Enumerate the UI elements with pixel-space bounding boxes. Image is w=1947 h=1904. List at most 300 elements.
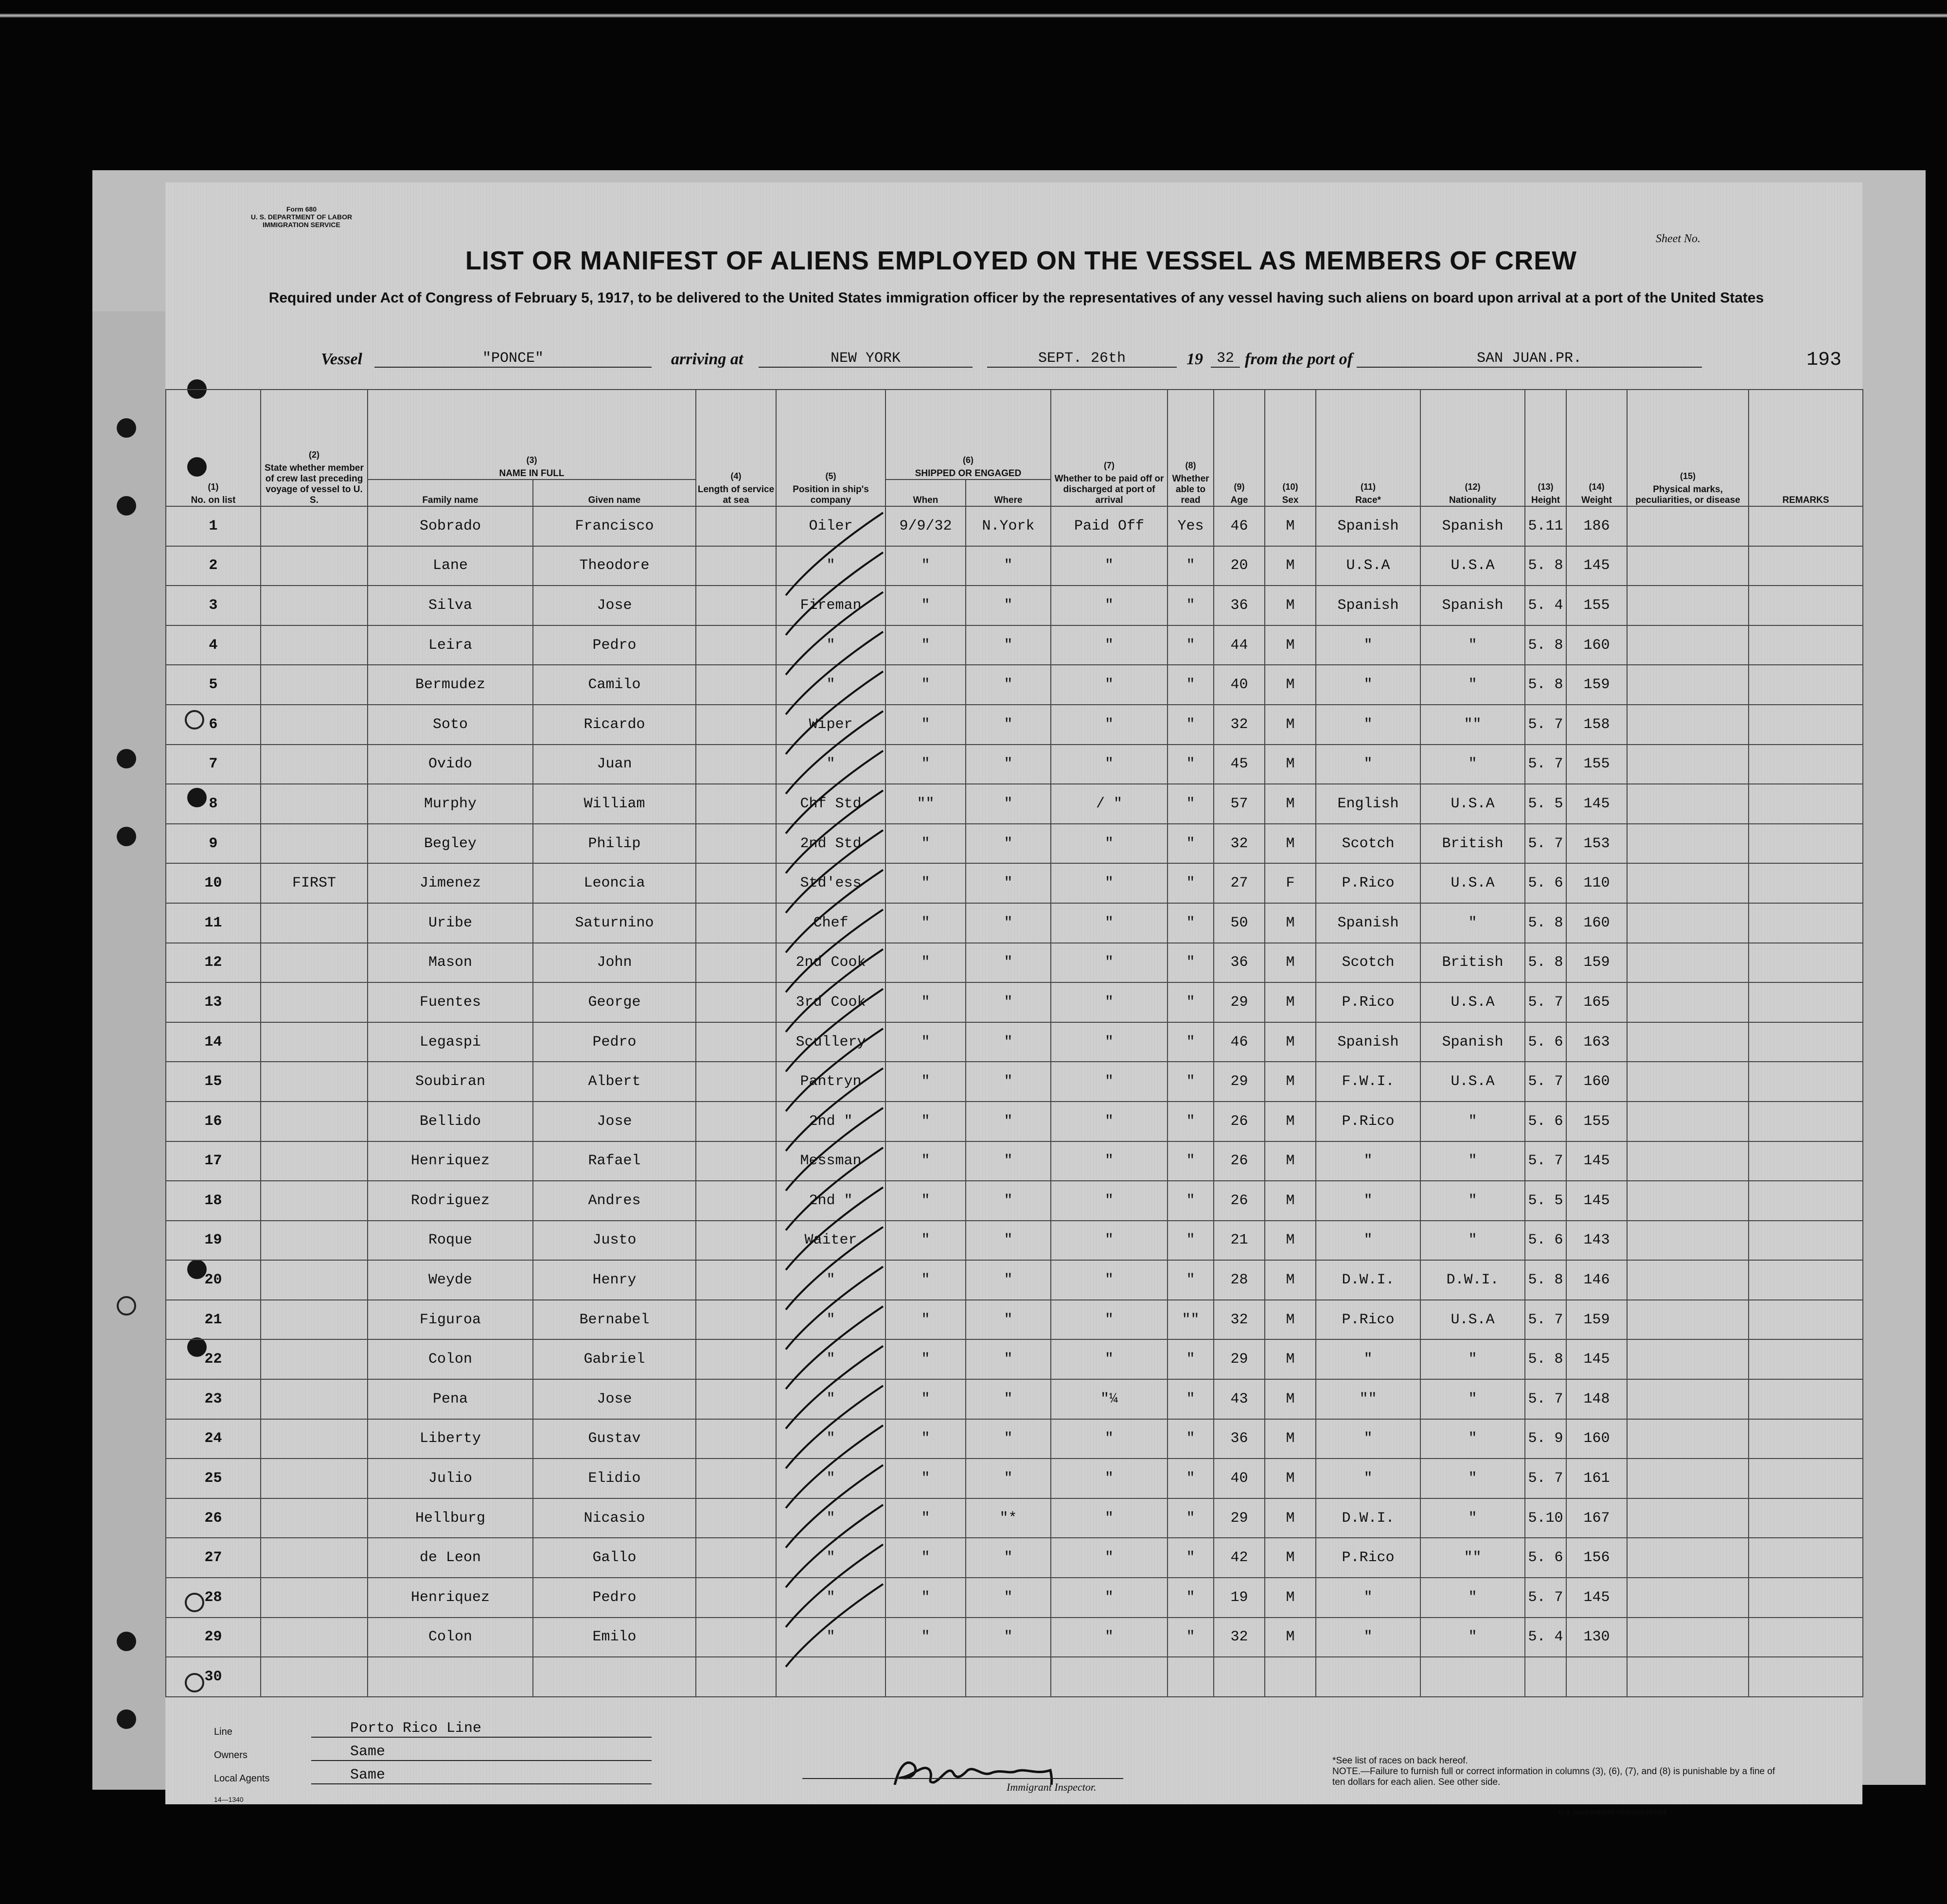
col-header-paid-off: (7) Whether to be paid off or discharged at port of arrival bbox=[1051, 390, 1168, 506]
shipped-where-cell: " bbox=[966, 1379, 1051, 1419]
printing-office: U. S. GOVERNMENT PRINTING OFFICE bbox=[1558, 1809, 1667, 1816]
shipped-where-cell: " bbox=[966, 1062, 1051, 1102]
race-cell: P.Rico bbox=[1316, 863, 1420, 903]
position-cell: 3rd Cook bbox=[776, 982, 885, 1022]
vessel-name: "PONCE" bbox=[374, 350, 652, 368]
nationality-cell: "" bbox=[1420, 1538, 1525, 1578]
weight-cell: 145 bbox=[1566, 1578, 1627, 1618]
footer-owners-row bbox=[214, 1743, 613, 1762]
age-cell: 45 bbox=[1214, 745, 1265, 784]
family-name-cell: Julio bbox=[368, 1459, 533, 1498]
given-name-cell: Francisco bbox=[533, 506, 696, 546]
height-cell: 5. 7 bbox=[1525, 1459, 1566, 1498]
weight-cell: 155 bbox=[1566, 586, 1627, 625]
given-name-cell: Juan bbox=[533, 745, 696, 784]
agents-value: Same bbox=[311, 1767, 652, 1784]
height-cell: 5.11 bbox=[1525, 506, 1566, 546]
given-name-cell: Rafael bbox=[533, 1141, 696, 1181]
position-cell: 2nd Cook bbox=[776, 943, 885, 983]
family-name-cell: Figuroa bbox=[368, 1300, 533, 1340]
position-cell: Wiper bbox=[776, 705, 885, 745]
race-cell: " bbox=[1316, 1339, 1420, 1379]
able-to-read-cell: " bbox=[1168, 1618, 1214, 1657]
able-to-read-cell: " bbox=[1168, 1459, 1214, 1498]
height-cell: 5. 9 bbox=[1525, 1419, 1566, 1459]
table-row bbox=[166, 784, 1863, 824]
weight-cell: 145 bbox=[1566, 1339, 1627, 1379]
height-cell: 5. 8 bbox=[1525, 1260, 1566, 1300]
length-of-service-cell bbox=[696, 1618, 776, 1657]
age-cell: 32 bbox=[1214, 705, 1265, 745]
race-cell bbox=[1316, 1657, 1420, 1697]
height-cell: 5. 6 bbox=[1525, 1221, 1566, 1261]
shipped-where-cell: "* bbox=[966, 1498, 1051, 1538]
race-cell: " bbox=[1316, 705, 1420, 745]
row-number: 30 bbox=[166, 1657, 261, 1697]
col-header-position: (5) Position in ship's company bbox=[776, 390, 885, 506]
remarks-cell bbox=[1749, 1339, 1863, 1379]
prev-voyage-cell bbox=[261, 546, 368, 586]
col-header-shipped: (6) SHIPPED OR ENGAGED bbox=[885, 390, 1051, 480]
position-cell: Messman bbox=[776, 1141, 885, 1181]
paid-off-cell: " bbox=[1051, 745, 1168, 784]
col-header-sex: (10) Sex bbox=[1265, 390, 1316, 506]
nationality-cell: " bbox=[1420, 1221, 1525, 1261]
sex-cell: M bbox=[1265, 1062, 1316, 1102]
col-header-weight: (14) Weight bbox=[1566, 390, 1627, 506]
prev-voyage-cell bbox=[261, 1022, 368, 1062]
nationality-cell: " bbox=[1420, 1498, 1525, 1538]
position-cell: " bbox=[776, 1618, 885, 1657]
family-name-cell: Uribe bbox=[368, 903, 533, 943]
physical-marks-cell bbox=[1627, 903, 1749, 943]
shipped-when-cell: " bbox=[885, 705, 966, 745]
race-cell: " bbox=[1316, 1221, 1420, 1261]
remarks-cell bbox=[1749, 1141, 1863, 1181]
race-cell: Scotch bbox=[1316, 943, 1420, 983]
table-row bbox=[166, 625, 1863, 665]
length-of-service-cell bbox=[696, 1498, 776, 1538]
family-name-cell: Weyde bbox=[368, 1260, 533, 1300]
sex-cell: M bbox=[1265, 506, 1316, 546]
sex-cell bbox=[1265, 1657, 1316, 1697]
signature-graphic bbox=[802, 1736, 1123, 1785]
family-name-cell: Roque bbox=[368, 1221, 533, 1261]
sex-cell: M bbox=[1265, 705, 1316, 745]
col-header-length-of-service: (4) Length of service at sea bbox=[696, 390, 776, 506]
family-name-cell: Jimenez bbox=[368, 863, 533, 903]
shipped-when-cell: " bbox=[885, 1300, 966, 1340]
position-cell: " bbox=[776, 1419, 885, 1459]
table-row bbox=[166, 586, 1863, 625]
nationality-cell: U.S.A bbox=[1420, 1062, 1525, 1102]
able-to-read-cell: " bbox=[1168, 863, 1214, 903]
able-to-read-cell: " bbox=[1168, 745, 1214, 784]
table-row bbox=[166, 1578, 1863, 1618]
physical-marks-cell bbox=[1627, 824, 1749, 864]
remarks-cell bbox=[1749, 1419, 1863, 1459]
shipped-when-cell: " bbox=[885, 1538, 966, 1578]
family-name-cell: Lane bbox=[368, 546, 533, 586]
length-of-service-cell bbox=[696, 586, 776, 625]
physical-marks-cell bbox=[1627, 1062, 1749, 1102]
height-cell: 5. 4 bbox=[1525, 1618, 1566, 1657]
paid-off-cell: " bbox=[1051, 1618, 1168, 1657]
given-name-cell: Bernabel bbox=[533, 1300, 696, 1340]
binder-hole bbox=[117, 827, 136, 846]
height-cell: 5. 7 bbox=[1525, 705, 1566, 745]
position-cell: 2nd " bbox=[776, 1102, 885, 1141]
age-cell: 29 bbox=[1214, 1498, 1265, 1538]
nationality-cell: " bbox=[1420, 1102, 1525, 1141]
age-cell: 29 bbox=[1214, 982, 1265, 1022]
weight-cell: 110 bbox=[1566, 863, 1627, 903]
position-cell: " bbox=[776, 1459, 885, 1498]
height-cell: 5. 8 bbox=[1525, 943, 1566, 983]
binder-hole bbox=[117, 418, 136, 438]
physical-marks-cell bbox=[1627, 1339, 1749, 1379]
agents-label: Local Agents bbox=[214, 1773, 270, 1784]
fine-note: NOTE.—Failure to furnish full or correct information in columns (3), (6), (7), and (8) is punishable by a fine of ten dollars for each alien. See other side. bbox=[1332, 1766, 1775, 1787]
prev-voyage-cell bbox=[261, 943, 368, 983]
length-of-service-cell bbox=[696, 1657, 776, 1697]
page-number: 193 bbox=[1806, 349, 1842, 371]
sex-cell: M bbox=[1265, 1022, 1316, 1062]
prev-voyage-cell bbox=[261, 506, 368, 546]
given-name-cell: Camilo bbox=[533, 665, 696, 705]
table-row bbox=[166, 745, 1863, 784]
weight-cell: 145 bbox=[1566, 1141, 1627, 1181]
arrival-year: 32 bbox=[1211, 350, 1240, 368]
able-to-read-cell: " bbox=[1168, 784, 1214, 824]
remarks-cell bbox=[1749, 625, 1863, 665]
length-of-service-cell bbox=[696, 546, 776, 586]
family-name-cell: Ovido bbox=[368, 745, 533, 784]
shipped-when-cell: " bbox=[885, 1102, 966, 1141]
crew-manifest-table bbox=[165, 389, 1863, 1697]
length-of-service-cell bbox=[696, 1419, 776, 1459]
able-to-read-cell: " bbox=[1168, 625, 1214, 665]
row-number: 5 bbox=[166, 665, 261, 705]
row-number: 23 bbox=[166, 1379, 261, 1419]
from-port: SAN JUAN.PR. bbox=[1357, 350, 1702, 368]
family-name-cell: Henriquez bbox=[368, 1578, 533, 1618]
able-to-read-cell: " bbox=[1168, 1498, 1214, 1538]
prev-voyage-cell bbox=[261, 1339, 368, 1379]
physical-marks-cell bbox=[1627, 1260, 1749, 1300]
col-header-where: Where bbox=[966, 480, 1051, 506]
row-number: 28 bbox=[166, 1578, 261, 1618]
prev-voyage-cell: FIRST bbox=[261, 863, 368, 903]
weight-cell: 155 bbox=[1566, 1102, 1627, 1141]
nationality-cell: U.S.A bbox=[1420, 1300, 1525, 1340]
binder-hole bbox=[117, 1709, 136, 1729]
given-name-cell: Henry bbox=[533, 1260, 696, 1300]
shipped-where-cell: " bbox=[966, 665, 1051, 705]
given-name-cell: Pedro bbox=[533, 1578, 696, 1618]
vessel-label: Vessel bbox=[321, 350, 362, 368]
shipped-when-cell: " bbox=[885, 1419, 966, 1459]
sex-cell: M bbox=[1265, 1260, 1316, 1300]
physical-marks-cell bbox=[1627, 943, 1749, 983]
prev-voyage-cell bbox=[261, 1657, 368, 1697]
remarks-cell bbox=[1749, 586, 1863, 625]
paid-off-cell: " bbox=[1051, 1459, 1168, 1498]
height-cell: 5. 7 bbox=[1525, 1300, 1566, 1340]
shipped-where-cell: " bbox=[966, 586, 1051, 625]
able-to-read-cell: " bbox=[1168, 1419, 1214, 1459]
physical-marks-cell bbox=[1627, 1022, 1749, 1062]
physical-marks-cell bbox=[1627, 705, 1749, 745]
race-cell: D.W.I. bbox=[1316, 1260, 1420, 1300]
col-header-nationality: (12) Nationality bbox=[1420, 390, 1525, 506]
prev-voyage-cell bbox=[261, 625, 368, 665]
remarks-cell bbox=[1749, 1657, 1863, 1697]
sex-cell: M bbox=[1265, 1102, 1316, 1141]
paid-off-cell: " bbox=[1051, 1062, 1168, 1102]
row-number: 7 bbox=[166, 745, 261, 784]
position-cell: Oiler bbox=[776, 506, 885, 546]
height-cell: 5. 6 bbox=[1525, 1538, 1566, 1578]
weight-cell: 145 bbox=[1566, 784, 1627, 824]
prev-voyage-cell bbox=[261, 1300, 368, 1340]
col-header-family-name: Family name bbox=[368, 480, 533, 506]
able-to-read-cell bbox=[1168, 1657, 1214, 1697]
weight-cell: 155 bbox=[1566, 745, 1627, 784]
remarks-cell bbox=[1749, 1538, 1863, 1578]
prev-voyage-cell bbox=[261, 1498, 368, 1538]
shipped-when-cell: " bbox=[885, 943, 966, 983]
weight-cell: 160 bbox=[1566, 903, 1627, 943]
year-prefix: 19 bbox=[1186, 350, 1203, 368]
given-name-cell: Gustav bbox=[533, 1419, 696, 1459]
sex-cell: M bbox=[1265, 1498, 1316, 1538]
remarks-cell bbox=[1749, 705, 1863, 745]
length-of-service-cell bbox=[696, 1578, 776, 1618]
physical-marks-cell bbox=[1627, 1657, 1749, 1697]
manifest-body bbox=[166, 506, 1863, 1697]
shipped-where-cell: " bbox=[966, 546, 1051, 586]
remarks-cell bbox=[1749, 1618, 1863, 1657]
height-cell: 5. 8 bbox=[1525, 625, 1566, 665]
physical-marks-cell bbox=[1627, 1459, 1749, 1498]
position-cell: Pantryn bbox=[776, 1062, 885, 1102]
sex-cell: M bbox=[1265, 665, 1316, 705]
height-cell: 5. 4 bbox=[1525, 586, 1566, 625]
family-name-cell: Legaspi bbox=[368, 1022, 533, 1062]
age-cell: 44 bbox=[1214, 625, 1265, 665]
height-cell: 5.10 bbox=[1525, 1498, 1566, 1538]
position-cell: " bbox=[776, 1379, 885, 1419]
length-of-service-cell bbox=[696, 625, 776, 665]
col-header-when: When bbox=[885, 480, 966, 506]
paid-off-cell: " bbox=[1051, 1022, 1168, 1062]
sex-cell: F bbox=[1265, 863, 1316, 903]
form-code: 14—1340 bbox=[214, 1796, 244, 1803]
shipped-when-cell: " bbox=[885, 1141, 966, 1181]
family-name-cell: Rodriguez bbox=[368, 1181, 533, 1221]
position-cell: Chef bbox=[776, 903, 885, 943]
length-of-service-cell bbox=[696, 1141, 776, 1181]
shipped-where-cell: " bbox=[966, 863, 1051, 903]
paid-off-cell: " bbox=[1051, 1102, 1168, 1141]
age-cell: 57 bbox=[1214, 784, 1265, 824]
length-of-service-cell bbox=[696, 506, 776, 546]
owners-label: Owners bbox=[214, 1750, 248, 1761]
row-number: 18 bbox=[166, 1181, 261, 1221]
able-to-read-cell: " bbox=[1168, 1022, 1214, 1062]
physical-marks-cell bbox=[1627, 1141, 1749, 1181]
able-to-read-cell: "" bbox=[1168, 1300, 1214, 1340]
table-row bbox=[166, 506, 1863, 546]
sex-cell: M bbox=[1265, 1339, 1316, 1379]
race-cell: " bbox=[1316, 1578, 1420, 1618]
weight-cell: 146 bbox=[1566, 1260, 1627, 1300]
inspector-caption: Immigrant Inspector. bbox=[1007, 1781, 1097, 1793]
age-cell: 42 bbox=[1214, 1538, 1265, 1578]
row-number: 22 bbox=[166, 1339, 261, 1379]
remarks-cell bbox=[1749, 665, 1863, 705]
table-row bbox=[166, 1221, 1863, 1261]
row-number: 21 bbox=[166, 1300, 261, 1340]
sex-cell: M bbox=[1265, 1419, 1316, 1459]
race-cell: Spanish bbox=[1316, 903, 1420, 943]
family-name-cell: Leira bbox=[368, 625, 533, 665]
table-row bbox=[166, 1379, 1863, 1419]
age-cell: 19 bbox=[1214, 1578, 1265, 1618]
weight-cell: 145 bbox=[1566, 546, 1627, 586]
nationality-cell: D.W.I. bbox=[1420, 1260, 1525, 1300]
paid-off-cell: "¼ bbox=[1051, 1379, 1168, 1419]
row-number: 3 bbox=[166, 586, 261, 625]
age-cell: 40 bbox=[1214, 665, 1265, 705]
age-cell: 20 bbox=[1214, 546, 1265, 586]
height-cell: 5. 7 bbox=[1525, 745, 1566, 784]
prev-voyage-cell bbox=[261, 1102, 368, 1141]
table-row bbox=[166, 1538, 1863, 1578]
row-number: 26 bbox=[166, 1498, 261, 1538]
sex-cell: M bbox=[1265, 546, 1316, 586]
given-name-cell: Leoncia bbox=[533, 863, 696, 903]
physical-marks-cell bbox=[1627, 1221, 1749, 1261]
paid-off-cell: " bbox=[1051, 586, 1168, 625]
col-header-physical-marks: (15) Physical marks, peculiarities, or disease bbox=[1627, 390, 1749, 506]
family-name-cell: Colon bbox=[368, 1618, 533, 1657]
age-cell: 32 bbox=[1214, 1618, 1265, 1657]
given-name-cell: Ricardo bbox=[533, 705, 696, 745]
paid-off-cell: " bbox=[1051, 1181, 1168, 1221]
col-header-able-to-read: (8) Whether able to read bbox=[1168, 390, 1214, 506]
form-number: Form 680 bbox=[286, 205, 317, 213]
able-to-read-cell: " bbox=[1168, 1379, 1214, 1419]
prev-voyage-cell bbox=[261, 903, 368, 943]
family-name-cell: Murphy bbox=[368, 784, 533, 824]
shipped-when-cell: " bbox=[885, 1181, 966, 1221]
nationality-cell: U.S.A bbox=[1420, 863, 1525, 903]
table-row bbox=[166, 546, 1863, 586]
length-of-service-cell bbox=[696, 1538, 776, 1578]
length-of-service-cell bbox=[696, 784, 776, 824]
shipped-when-cell: " bbox=[885, 1221, 966, 1261]
given-name-cell: Gabriel bbox=[533, 1339, 696, 1379]
race-cell: Scotch bbox=[1316, 824, 1420, 864]
physical-marks-cell bbox=[1627, 665, 1749, 705]
table-row bbox=[166, 1657, 1863, 1697]
family-name-cell: Henriquez bbox=[368, 1141, 533, 1181]
weight-cell bbox=[1566, 1657, 1627, 1697]
able-to-read-cell: " bbox=[1168, 982, 1214, 1022]
sex-cell: M bbox=[1265, 943, 1316, 983]
physical-marks-cell bbox=[1627, 982, 1749, 1022]
remarks-cell bbox=[1749, 1221, 1863, 1261]
nationality-cell: " bbox=[1420, 1578, 1525, 1618]
paid-off-cell: " bbox=[1051, 863, 1168, 903]
given-name-cell: George bbox=[533, 982, 696, 1022]
row-number: 16 bbox=[166, 1102, 261, 1141]
row-number: 24 bbox=[166, 1419, 261, 1459]
shipped-where-cell: " bbox=[966, 943, 1051, 983]
height-cell: 5. 7 bbox=[1525, 1379, 1566, 1419]
position-cell: " bbox=[776, 625, 885, 665]
row-number: 15 bbox=[166, 1062, 261, 1102]
remarks-cell bbox=[1749, 546, 1863, 586]
shipped-where-cell: " bbox=[966, 625, 1051, 665]
race-cell: "" bbox=[1316, 1379, 1420, 1419]
age-cell: 29 bbox=[1214, 1339, 1265, 1379]
physical-marks-cell bbox=[1627, 1618, 1749, 1657]
shipped-when-cell: " bbox=[885, 903, 966, 943]
race-cell: U.S.A bbox=[1316, 546, 1420, 586]
nationality-cell: "" bbox=[1420, 705, 1525, 745]
binder-hole bbox=[117, 1296, 136, 1316]
shipped-when-cell: " bbox=[885, 1022, 966, 1062]
position-cell: Waiter bbox=[776, 1221, 885, 1261]
age-cell: 46 bbox=[1214, 1022, 1265, 1062]
row-number: 17 bbox=[166, 1141, 261, 1181]
nationality-cell: British bbox=[1420, 943, 1525, 983]
age-cell: 21 bbox=[1214, 1221, 1265, 1261]
remarks-cell bbox=[1749, 1578, 1863, 1618]
sex-cell: M bbox=[1265, 1538, 1316, 1578]
shipped-when-cell: " bbox=[885, 863, 966, 903]
given-name-cell: John bbox=[533, 943, 696, 983]
shipped-where-cell: " bbox=[966, 1578, 1051, 1618]
paid-off-cell: " bbox=[1051, 705, 1168, 745]
paid-off-cell: " bbox=[1051, 824, 1168, 864]
nationality-cell: Spanish bbox=[1420, 1022, 1525, 1062]
weight-cell: 167 bbox=[1566, 1498, 1627, 1538]
race-cell: " bbox=[1316, 665, 1420, 705]
binder-hole bbox=[117, 1632, 136, 1651]
length-of-service-cell bbox=[696, 1300, 776, 1340]
shipped-where-cell: " bbox=[966, 1181, 1051, 1221]
row-number: 9 bbox=[166, 824, 261, 864]
given-name-cell: Jose bbox=[533, 586, 696, 625]
height-cell: 5. 6 bbox=[1525, 1022, 1566, 1062]
shipped-where-cell: " bbox=[966, 982, 1051, 1022]
position-cell: " bbox=[776, 745, 885, 784]
physical-marks-cell bbox=[1627, 506, 1749, 546]
sex-cell: M bbox=[1265, 625, 1316, 665]
able-to-read-cell: " bbox=[1168, 1141, 1214, 1181]
shipped-when-cell: " bbox=[885, 1498, 966, 1538]
prev-voyage-cell bbox=[261, 1538, 368, 1578]
sex-cell: M bbox=[1265, 1379, 1316, 1419]
prev-voyage-cell bbox=[261, 1141, 368, 1181]
table-row bbox=[166, 705, 1863, 745]
remarks-cell bbox=[1749, 1300, 1863, 1340]
shipped-where-cell: " bbox=[966, 784, 1051, 824]
